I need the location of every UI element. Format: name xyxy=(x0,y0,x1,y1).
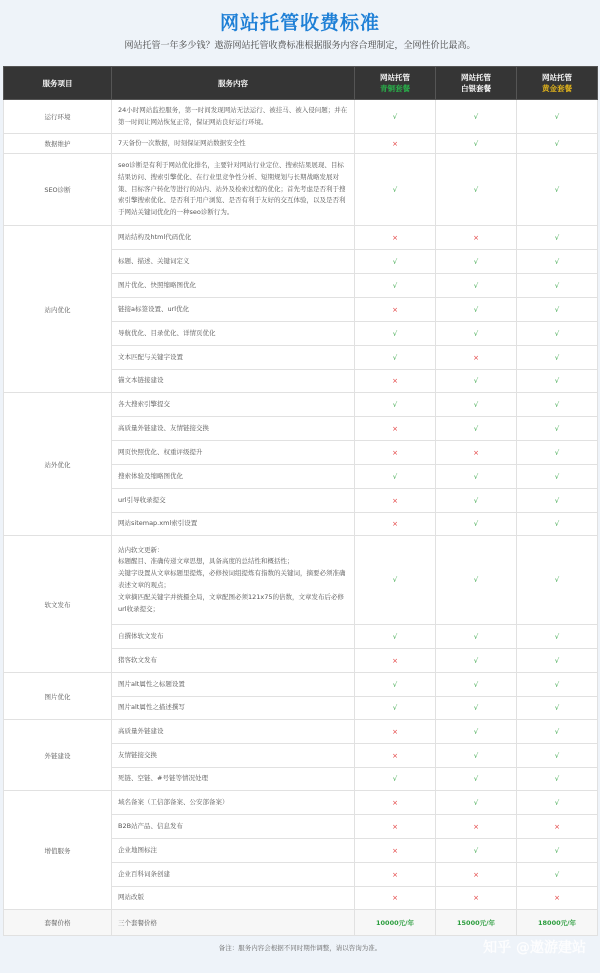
check-mark-icon xyxy=(517,649,598,673)
mark-symbol: √ xyxy=(392,281,398,290)
check-mark-icon xyxy=(436,839,517,863)
mark-symbol: √ xyxy=(473,329,479,338)
check-mark-icon xyxy=(436,649,517,673)
check-mark-icon xyxy=(436,322,517,346)
cross-mark-icon xyxy=(436,887,517,910)
cross-mark-icon xyxy=(355,839,436,863)
cross-mark-icon xyxy=(355,441,436,465)
service-description: 域名备案（工信部备案、公安部备案） xyxy=(112,791,355,815)
cross-mark-icon xyxy=(355,887,436,910)
service-description: 友情链接交换 xyxy=(112,744,355,768)
check-mark-icon xyxy=(517,322,598,346)
mark-symbol: √ xyxy=(473,424,479,433)
table-row xyxy=(4,673,598,697)
table-row xyxy=(4,154,598,226)
check-mark-icon xyxy=(355,274,436,298)
cross-mark-icon xyxy=(355,489,436,513)
mark-symbol: × xyxy=(392,894,398,902)
check-mark-icon xyxy=(355,768,436,791)
mark-symbol: √ xyxy=(554,496,560,505)
mark-symbol: √ xyxy=(473,112,479,121)
mark-symbol: × xyxy=(392,448,398,457)
mark-symbol: √ xyxy=(473,656,479,665)
price-row xyxy=(4,910,598,936)
table-row xyxy=(4,720,598,744)
page-title: 网站托管收费标准 xyxy=(219,12,380,34)
check-mark-icon xyxy=(517,744,598,768)
service-category: 站外优化 xyxy=(4,393,112,536)
mark-symbol: × xyxy=(392,846,398,855)
service-category: SEO诊断 xyxy=(4,154,112,226)
package-price xyxy=(517,910,598,936)
cross-mark-icon xyxy=(355,744,436,768)
service-description: 图片alt属性之描述撰写 xyxy=(112,697,355,720)
package-price xyxy=(355,910,436,936)
mark-symbol: √ xyxy=(554,233,560,242)
mark-symbol: √ xyxy=(473,798,479,807)
mark-symbol: √ xyxy=(392,112,398,121)
check-mark-icon xyxy=(517,393,598,417)
mark-symbol: √ xyxy=(473,281,479,290)
cross-mark-icon xyxy=(355,863,436,887)
cross-mark-icon xyxy=(355,815,436,839)
mark-symbol: √ xyxy=(554,632,560,641)
mark-symbol: × xyxy=(473,353,479,362)
mark-symbol: √ xyxy=(554,576,560,584)
service-description: 导航优化、目录优化、详情页优化 xyxy=(112,322,355,346)
check-mark-icon xyxy=(436,513,517,536)
mark-symbol: √ xyxy=(473,496,479,505)
mark-symbol: √ xyxy=(554,257,560,266)
mark-symbol: × xyxy=(473,894,479,902)
service-description: 网站结构及html代码优化 xyxy=(112,226,355,250)
mark-symbol: √ xyxy=(473,775,479,783)
mark-symbol: √ xyxy=(554,846,560,855)
check-mark-icon xyxy=(436,298,517,322)
mark-symbol: × xyxy=(392,751,398,760)
service-description: seo诊断是有利于网站优化排名，主要针对网站行业定位、搜索结果展现、目标结果访问、搜索引擎优化、在行业里竞争性分析、短期规划与长期战略发展对策、目标客户转化等进行的站内、站外及检索过程的优化；首先考虑是否利于搜索引擎搜索优化、是否利于用户浏览、是否有利于友好的交互体验，以及是否利于网站关键词优化的一种seo诊断行为。 xyxy=(112,154,355,226)
mark-symbol: √ xyxy=(473,377,479,385)
mark-symbol: √ xyxy=(392,185,398,194)
mark-symbol: √ xyxy=(392,400,398,409)
mark-symbol: × xyxy=(473,870,479,879)
check-mark-icon xyxy=(436,100,517,134)
cross-mark-icon xyxy=(517,815,598,839)
service-description: 图片alt属性之标题设置 xyxy=(112,673,355,697)
service-description: 企业百科词条创建 xyxy=(112,863,355,887)
cross-mark-icon xyxy=(355,298,436,322)
mark-symbol: √ xyxy=(473,305,479,314)
check-mark-icon xyxy=(517,154,598,226)
mark-symbol: × xyxy=(392,798,398,807)
mark-symbol: √ xyxy=(473,846,479,855)
mark-symbol: √ xyxy=(554,472,560,481)
check-mark-icon xyxy=(517,346,598,370)
service-description: 7天备份一次数据，时刻保证网站数据安全性 xyxy=(112,134,355,154)
mark-symbol: √ xyxy=(473,185,479,194)
mark-symbol: √ xyxy=(392,576,398,584)
mark-symbol: × xyxy=(392,520,398,528)
header-service-content: 服务内容 xyxy=(112,67,355,100)
mark-symbol: × xyxy=(473,448,479,457)
check-mark-icon xyxy=(517,298,598,322)
cross-mark-icon xyxy=(436,815,517,839)
mark-symbol: √ xyxy=(554,751,560,760)
check-mark-icon xyxy=(517,134,598,154)
mark-symbol: √ xyxy=(554,704,560,712)
service-description: 站内软文更新： 标题醒目、准确传递文章思想，具备高度的总结性和概括性； 关键字设置从文章标题里提炼，必修按词组提炼有指数的关键词，摘要必须准确表述文章的观点； 文章摘匹配关键字并统摄全局，文章配图必须121x75的倍数，文章发布后必修url收录提交； xyxy=(112,536,355,625)
check-mark-icon xyxy=(355,322,436,346)
mark-symbol: √ xyxy=(554,424,560,433)
check-mark-icon xyxy=(436,744,517,768)
cross-mark-icon xyxy=(517,887,598,910)
check-mark-icon xyxy=(355,673,436,697)
check-mark-icon xyxy=(517,417,598,441)
check-mark-icon xyxy=(517,863,598,887)
check-mark-icon xyxy=(517,250,598,274)
cross-mark-icon xyxy=(355,720,436,744)
price-value: 15000元/年 xyxy=(457,919,495,927)
check-mark-icon xyxy=(355,465,436,489)
mark-symbol: √ xyxy=(473,520,479,528)
service-description: 死链、空链、#号链等情况处理 xyxy=(112,768,355,791)
check-mark-icon xyxy=(355,346,436,370)
price-category: 套餐价格 xyxy=(4,910,112,936)
mark-symbol: √ xyxy=(392,257,398,266)
service-category: 运行环境 xyxy=(4,100,112,134)
service-description: 高质量外链建设、友情链接交换 xyxy=(112,417,355,441)
mark-symbol: √ xyxy=(554,448,560,457)
cross-mark-icon xyxy=(355,226,436,250)
service-description: url引导收录提交 xyxy=(112,489,355,513)
mark-symbol: √ xyxy=(554,400,560,409)
price-value: 10000元/年 xyxy=(376,919,414,927)
cross-mark-icon xyxy=(436,441,517,465)
check-mark-icon xyxy=(436,536,517,625)
cross-mark-icon xyxy=(436,346,517,370)
cross-mark-icon xyxy=(355,649,436,673)
service-category: 外链建设 xyxy=(4,720,112,791)
mark-symbol: × xyxy=(392,377,398,385)
check-mark-icon xyxy=(436,465,517,489)
check-mark-icon xyxy=(436,274,517,298)
check-mark-icon xyxy=(517,720,598,744)
service-description: 图片优化、快照缩略图优化 xyxy=(112,274,355,298)
table-row xyxy=(4,536,598,625)
mark-symbol: √ xyxy=(392,353,398,362)
check-mark-icon xyxy=(517,100,598,134)
mark-symbol: √ xyxy=(473,576,479,584)
service-category: 数据维护 xyxy=(4,134,112,154)
mark-symbol: × xyxy=(392,656,398,665)
check-mark-icon xyxy=(436,673,517,697)
check-mark-icon xyxy=(436,720,517,744)
service-description: 企业地图标注 xyxy=(112,839,355,863)
cross-mark-icon xyxy=(355,417,436,441)
mark-symbol: √ xyxy=(473,632,479,641)
footnote: 备注：服务内容会根据不同时期作调整，请以咨询为准。 xyxy=(218,944,382,952)
mark-symbol: √ xyxy=(473,751,479,760)
check-mark-icon xyxy=(436,393,517,417)
mark-symbol: √ xyxy=(554,775,560,783)
check-mark-icon xyxy=(355,154,436,226)
check-mark-icon xyxy=(436,417,517,441)
mark-symbol: √ xyxy=(473,139,479,148)
table-header-row xyxy=(4,67,598,100)
check-mark-icon xyxy=(355,697,436,720)
mark-symbol: √ xyxy=(473,472,479,481)
service-description: 链接a标签设置、url优化 xyxy=(112,298,355,322)
header-service-item: 服务项目 xyxy=(4,67,112,100)
watermark: 知乎 @遨游建站 xyxy=(483,940,586,956)
check-mark-icon xyxy=(517,489,598,513)
mark-symbol: √ xyxy=(392,632,398,641)
mark-symbol: √ xyxy=(392,472,398,481)
service-category: 图片优化 xyxy=(4,673,112,720)
service-category: 增值服务 xyxy=(4,791,112,910)
cross-mark-icon xyxy=(355,513,436,536)
service-description: 24小时网站监控服务，第一时间发现网站无法运行、被挂马、被入侵问题；并在第一时间让网站恢复正常，保证网站良好运行环境。 xyxy=(112,100,355,134)
mark-symbol: √ xyxy=(473,704,479,712)
check-mark-icon xyxy=(517,441,598,465)
mark-symbol: × xyxy=(392,496,398,505)
mark-symbol: × xyxy=(473,233,479,242)
mark-symbol: × xyxy=(392,305,398,314)
mark-symbol: √ xyxy=(554,377,560,385)
check-mark-icon xyxy=(436,768,517,791)
check-mark-icon xyxy=(517,226,598,250)
check-mark-icon xyxy=(436,697,517,720)
mark-symbol: √ xyxy=(554,798,560,807)
service-description: 标题、描述、关键词定义 xyxy=(112,250,355,274)
mark-symbol: × xyxy=(392,424,398,433)
check-mark-icon xyxy=(355,100,436,134)
check-mark-icon xyxy=(517,673,598,697)
check-mark-icon xyxy=(517,536,598,625)
check-mark-icon xyxy=(517,370,598,393)
check-mark-icon xyxy=(355,393,436,417)
mark-symbol: × xyxy=(392,822,398,831)
mark-symbol: √ xyxy=(554,870,560,879)
cross-mark-icon xyxy=(355,134,436,154)
check-mark-icon xyxy=(517,768,598,791)
pricing-table xyxy=(3,66,598,936)
table-row xyxy=(4,393,598,417)
mark-symbol: √ xyxy=(554,680,560,689)
mark-symbol: × xyxy=(392,233,398,242)
check-mark-icon xyxy=(436,370,517,393)
check-mark-icon xyxy=(517,791,598,815)
check-mark-icon xyxy=(355,536,436,625)
cross-mark-icon xyxy=(436,226,517,250)
mark-symbol: √ xyxy=(473,727,479,736)
check-mark-icon xyxy=(436,625,517,649)
check-mark-icon xyxy=(436,489,517,513)
service-description: 自撰体软文发布 xyxy=(112,625,355,649)
mark-symbol: √ xyxy=(392,704,398,712)
mark-symbol: √ xyxy=(392,775,398,783)
mark-symbol: √ xyxy=(554,185,560,194)
header-silver-package: 网站托管 白银套餐 xyxy=(436,67,517,100)
mark-symbol: √ xyxy=(554,281,560,290)
check-mark-icon xyxy=(355,625,436,649)
check-mark-icon xyxy=(355,250,436,274)
check-mark-icon xyxy=(436,134,517,154)
check-mark-icon xyxy=(517,625,598,649)
check-mark-icon xyxy=(517,513,598,536)
mark-symbol: √ xyxy=(554,656,560,665)
service-description: 网页快照优化、权重评级提升 xyxy=(112,441,355,465)
mark-symbol: √ xyxy=(554,139,560,148)
service-description: 网站改版 xyxy=(112,887,355,910)
service-description: 搜索体验及缩略图优化 xyxy=(112,465,355,489)
check-mark-icon xyxy=(517,697,598,720)
package-price xyxy=(436,910,517,936)
check-mark-icon xyxy=(517,465,598,489)
service-category: 软文发布 xyxy=(4,536,112,673)
mark-symbol: × xyxy=(392,727,398,736)
service-description: 网站sitemap.xml索引设置 xyxy=(112,513,355,536)
service-description: B2B站产品、信息发布 xyxy=(112,815,355,839)
mark-symbol: √ xyxy=(554,329,560,338)
header-bronze-package: 网站托管 青铜套餐 xyxy=(355,67,436,100)
page-subtitle: 网站托管一年多少钱？遨游网站托管收费标准根据服务内容合理制定，全网性价比最高。 xyxy=(124,41,476,51)
check-mark-icon xyxy=(436,250,517,274)
mark-symbol: √ xyxy=(554,305,560,314)
table-row xyxy=(4,226,598,250)
mark-symbol: √ xyxy=(473,400,479,409)
table-row xyxy=(4,100,598,134)
service-description: 锚文本链接建设 xyxy=(112,370,355,393)
cross-mark-icon xyxy=(436,863,517,887)
mark-symbol: × xyxy=(392,139,398,148)
service-description: 高质量外链建设 xyxy=(112,720,355,744)
table-row xyxy=(4,134,598,154)
mark-symbol: √ xyxy=(392,680,398,689)
service-description: 猪客软文发布 xyxy=(112,649,355,673)
table-row xyxy=(4,791,598,815)
header-gold-package: 网站托管 黄金套餐 xyxy=(517,67,598,100)
mark-symbol: × xyxy=(554,822,560,831)
price-value: 18000元/年 xyxy=(538,919,576,927)
mark-symbol: √ xyxy=(392,329,398,338)
check-mark-icon xyxy=(436,154,517,226)
service-description: 各大搜索引擎提交 xyxy=(112,393,355,417)
check-mark-icon xyxy=(517,839,598,863)
service-category: 站内优化 xyxy=(4,226,112,393)
mark-symbol: √ xyxy=(554,353,560,362)
mark-symbol: × xyxy=(473,822,479,831)
mark-symbol: √ xyxy=(473,680,479,689)
mark-symbol: √ xyxy=(554,727,560,736)
price-description: 三个套餐价格 xyxy=(112,910,355,936)
check-mark-icon xyxy=(517,274,598,298)
cross-mark-icon xyxy=(355,370,436,393)
mark-symbol: √ xyxy=(554,520,560,528)
cross-mark-icon xyxy=(355,791,436,815)
mark-symbol: √ xyxy=(554,112,560,121)
mark-symbol: × xyxy=(554,894,560,902)
mark-symbol: × xyxy=(392,870,398,879)
mark-symbol: √ xyxy=(473,257,479,266)
check-mark-icon xyxy=(436,791,517,815)
service-description: 文本匹配与关键字设置 xyxy=(112,346,355,370)
